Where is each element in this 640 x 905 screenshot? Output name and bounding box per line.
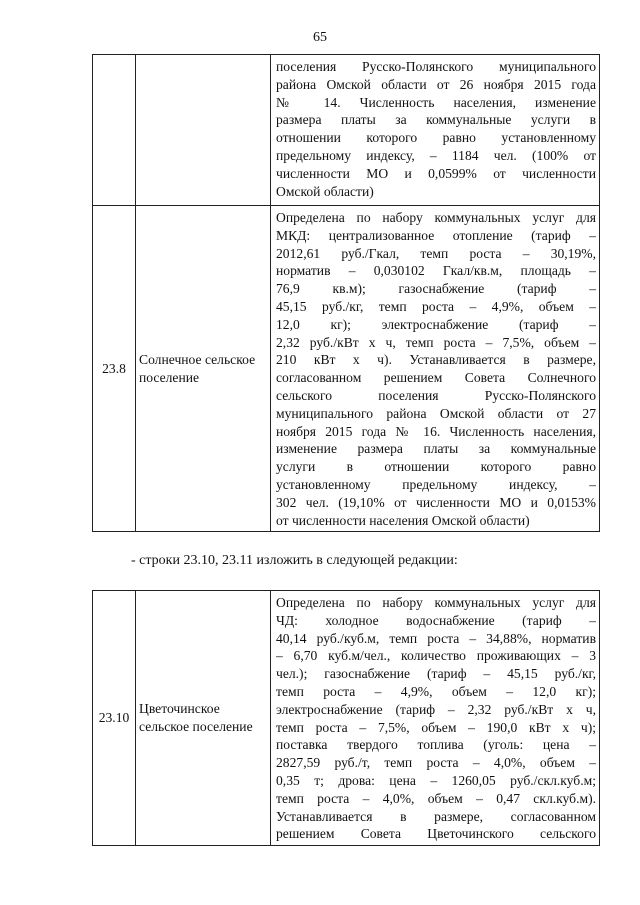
text-line: 2012,61 руб./Гкал, темп роста – 30,19%, (276, 245, 596, 261)
text-line: согласованном решением Совета Солнечного (276, 370, 596, 386)
text-line: Устанавливается в размере, согласованном (276, 808, 596, 824)
text-line: сельского поселения Русско-Полянского (276, 387, 596, 403)
text-line: чел.); газоснабжение (тариф – 45,15 руб./кг, (276, 666, 596, 682)
text-line: численности МО и 0,0599% от численности (276, 165, 596, 181)
settlement-name-cell: Солнечное сельское поселение (136, 206, 271, 532)
text-line: МКД: централизованное отопление (тариф – (276, 227, 596, 243)
text-line: – 6,70 куб.м/чел., количество проживающих – 3 (276, 648, 596, 664)
table-row-continued (93, 55, 600, 206)
text-line: Определена по набору коммунальных услуг для (276, 595, 596, 610)
text-line: ЧД: холодное водоснабжение (тариф – (276, 612, 596, 628)
text-line: изменение размера платы за коммунальные (276, 441, 596, 457)
text-line: 210 кВт х ч). Устанавливается в размере, (276, 352, 596, 368)
text-line: 12,0 кг); электроснабжение (тариф – (276, 316, 596, 332)
row-number-cell: 23.10 (93, 591, 136, 846)
text-line: Омской области) (276, 183, 374, 199)
text-line: муниципального района Омской области от 27 (276, 405, 596, 421)
text-line: электроснабжение (тариф – 2,32 руб./кВт х ч, (276, 701, 596, 717)
text-line: 40,14 руб./куб.м, темп роста – 34,88%, норматив (276, 630, 596, 646)
text-line: 2827,59 руб./т, темп роста – 4,0%, объем – (276, 755, 596, 771)
text-line: Определена по набору коммунальных услуг для (276, 210, 596, 225)
text-line: 302 чел. (19,10% от численности МО и 0,0153% (276, 494, 596, 510)
tariff-table-bottom (92, 590, 600, 846)
text-line: установленному предельному индексу, – (276, 476, 596, 492)
description-cell (271, 55, 600, 206)
settlement-name-cell (136, 55, 271, 206)
text-line: услуги в отношении которого равно (276, 459, 596, 475)
text-line: района Омской области от 26 ноября 2015 года (276, 76, 596, 92)
text-line: предельному индексу, – 1184 чел. (100% от (276, 147, 596, 163)
text-line: поставка твердого топлива (уголь: цена – (276, 737, 596, 753)
text-line: поселения Русско-Полянского муниципального (276, 59, 596, 74)
text-line: размера платы за коммунальные услуги в (276, 112, 596, 128)
text-line: норматив – 0,030102 Гкал/кв.м, площадь – (276, 263, 596, 279)
text-line: 2,32 руб./кВт х ч, темп роста – 7,5%, объем – (276, 334, 596, 350)
row-number-cell (93, 55, 136, 206)
amendment-instruction: - строки 23.10, 23.11 изложить в следующей редакции: (131, 553, 458, 568)
text-line: № 14. Численность населения, изменение (276, 94, 596, 110)
settlement-name-cell: Цветочинское сельское поселение (136, 591, 271, 846)
text-line: ноября 2015 года № 16. Численность населения, (276, 423, 596, 439)
text-line: решением Совета Цветочинского сельского (276, 826, 596, 842)
text-line: отношении которого равно установленному (276, 130, 596, 146)
page-number: 65 (313, 30, 327, 45)
description-cell (271, 591, 600, 846)
text-line: от численности населения Омской области) (276, 512, 530, 528)
text-line: 76,9 кв.м); газоснабжение (тариф – (276, 281, 596, 297)
table-row-23-10 (93, 591, 600, 846)
tariff-table-top (92, 54, 600, 532)
text-line: 45,15 руб./кг, темп роста – 4,9%, объем – (276, 298, 596, 314)
text-line: 0,35 т; дрова: цена – 1260,05 руб./скл.куб.м; (276, 772, 596, 788)
text-line: темп роста – 7,5%, объем – 190,0 кВт х ч); (276, 719, 596, 735)
row-number-cell: 23.8 (93, 206, 136, 532)
text-line: темп роста – 4,9%, объем – 12,0 кг); (276, 683, 596, 699)
description-cell (271, 206, 600, 532)
table-row-23-8 (93, 206, 600, 532)
text-line: темп роста – 4,0%, объем – 0,47 скл.куб.м). (276, 790, 596, 806)
